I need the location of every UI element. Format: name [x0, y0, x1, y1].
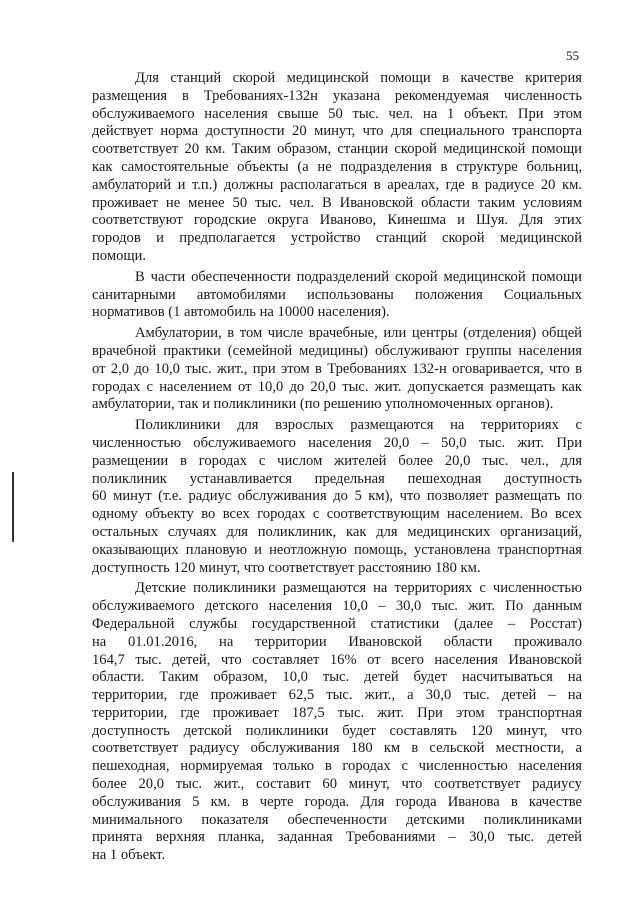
text-line: Амбулатории, в том числе врачебные, или центры (отделения) общей [135, 325, 582, 342]
paragraph [92, 70, 582, 266]
page-number: 55 [566, 48, 579, 63]
text-line: санитарными автомобилями использованы положения Социальных [92, 286, 582, 303]
body-text [92, 70, 582, 868]
text-line: Поликлиники для взрослых размещаются на территориях с [135, 417, 582, 434]
text-line: врачебной практики (семейной медицины) обслуживают группы населения [92, 342, 582, 359]
text-line: городов и предполагается устройство станций скорой медицинской [92, 230, 582, 247]
text-line: численностью обслуживаемого населения 20,0 – 50,0 тыс. жит. При [92, 434, 582, 451]
text-line: соответствует радиусу обслуживания 180 км в сельской местности, а [92, 740, 582, 757]
text-line: оказывающих плановую и неотложную помощь, установлена транспортная [92, 541, 582, 558]
text-line: размещения в Требованиях-132н указана рекомендуемая численность [92, 87, 582, 104]
text-line: территории, где проживает 62,5 тыс. жит., а 30,0 тыс. детей – на [92, 687, 582, 704]
text-line: действует норма доступности 20 минут, что для специального транспорта [92, 123, 582, 140]
text-line: Федеральной службы государственной статистики (далее – Росстат) [92, 615, 582, 632]
paragraph [92, 417, 582, 577]
text-line: на 1 объект. [92, 847, 166, 864]
text-line: от 2,0 до 10,0 тыс. жит., при этом в Требованиях 132-н оговаривается, что в [92, 360, 582, 377]
text-line: В части обеспеченности подразделений скорой медицинской помощи [135, 268, 582, 285]
paragraph [92, 325, 582, 414]
text-line: доступность детской поликлиники будет составлять 120 минут, что [92, 722, 582, 739]
text-line: как самостоятельные объекты (а не подразделения в структуре больниц, [92, 158, 582, 175]
text-line: области. Таким образом, 10,0 тыс. детей будет насчитываться на [92, 669, 582, 686]
margin-mark [12, 472, 14, 542]
text-line: поликлиник устанавливается предельная пешеходная доступность [92, 470, 582, 487]
text-line: проживает не менее 50 тыс. чел. В Ивановской области таким условиям [92, 194, 582, 211]
text-line: городах с населением от 10,0 до 20,0 тыс. жит. допускается размещать как [92, 378, 582, 395]
text-line: соответствуют городские округа Иваново, Кинешма и Шуя. Для этих [92, 212, 582, 229]
text-line: минимального показателя обеспеченности детскими поликлиниками [92, 811, 582, 828]
text-line: нормативов (1 автомобиль на 10000 населения). [92, 304, 390, 321]
text-line: одному объекту во всех городах с соответствующим населением. Во всех [92, 506, 582, 523]
text-line: более 20,0 тыс. жит., составит 60 минут, что соответствует радиусу [92, 776, 582, 793]
text-line: на 01.01.2016, на территории Ивановской области проживало [92, 633, 582, 650]
paragraph [92, 580, 582, 865]
text-line: доступность 120 минут, что соответствует расстоянию 180 км. [92, 559, 481, 576]
text-line: принята верхняя планка, заданная Требованиями – 30,0 тыс. детей [92, 829, 582, 846]
text-line: амбулатории, так и поликлиники (по решению уполномоченных органов). [92, 396, 554, 413]
text-line: территории, где проживает 187,5 тыс. жит. При этом транспортная [92, 704, 582, 721]
paragraph [92, 269, 582, 322]
text-line: пешеходная, нормируемая только в городах с численностью населения [92, 758, 582, 775]
text-line: обслуживания 5 км. в черте города. Для города Иванова в качестве [92, 793, 582, 810]
text-line: остальных случаях для поликлиник, как для медицинских организаций, [92, 523, 582, 540]
text-line: Детские поликлиники размещаются на территориях с численностью [135, 580, 582, 597]
text-line: помощи. [92, 247, 147, 264]
text-line: обслуживаемого населения свыше 50 тыс. чел. на 1 объект. При этом [92, 105, 582, 122]
text-line: амбулаторий и т.п.) должны располагаться в ареалах, где в радиусе 20 км. [92, 176, 582, 193]
text-line: 164,7 тыс. детей, что составляет 16% от всего населения Ивановской [92, 651, 582, 668]
text-line: размещении в городах с числом жителей более 20,0 тыс. чел., для [92, 452, 582, 469]
text-line: соответствует 20 км. Таким образом, станции скорой медицинской помощи [92, 141, 582, 158]
text-line: Для станций скорой медицинской помощи в качестве критерия [135, 70, 582, 86]
text-line: обслуживаемого детского населения 10,0 – 30,0 тыс. жит. По данным [92, 598, 582, 615]
text-line: 60 минут (т.е. радиус обслуживания до 5 км), что позволяет размещать по [92, 488, 582, 505]
